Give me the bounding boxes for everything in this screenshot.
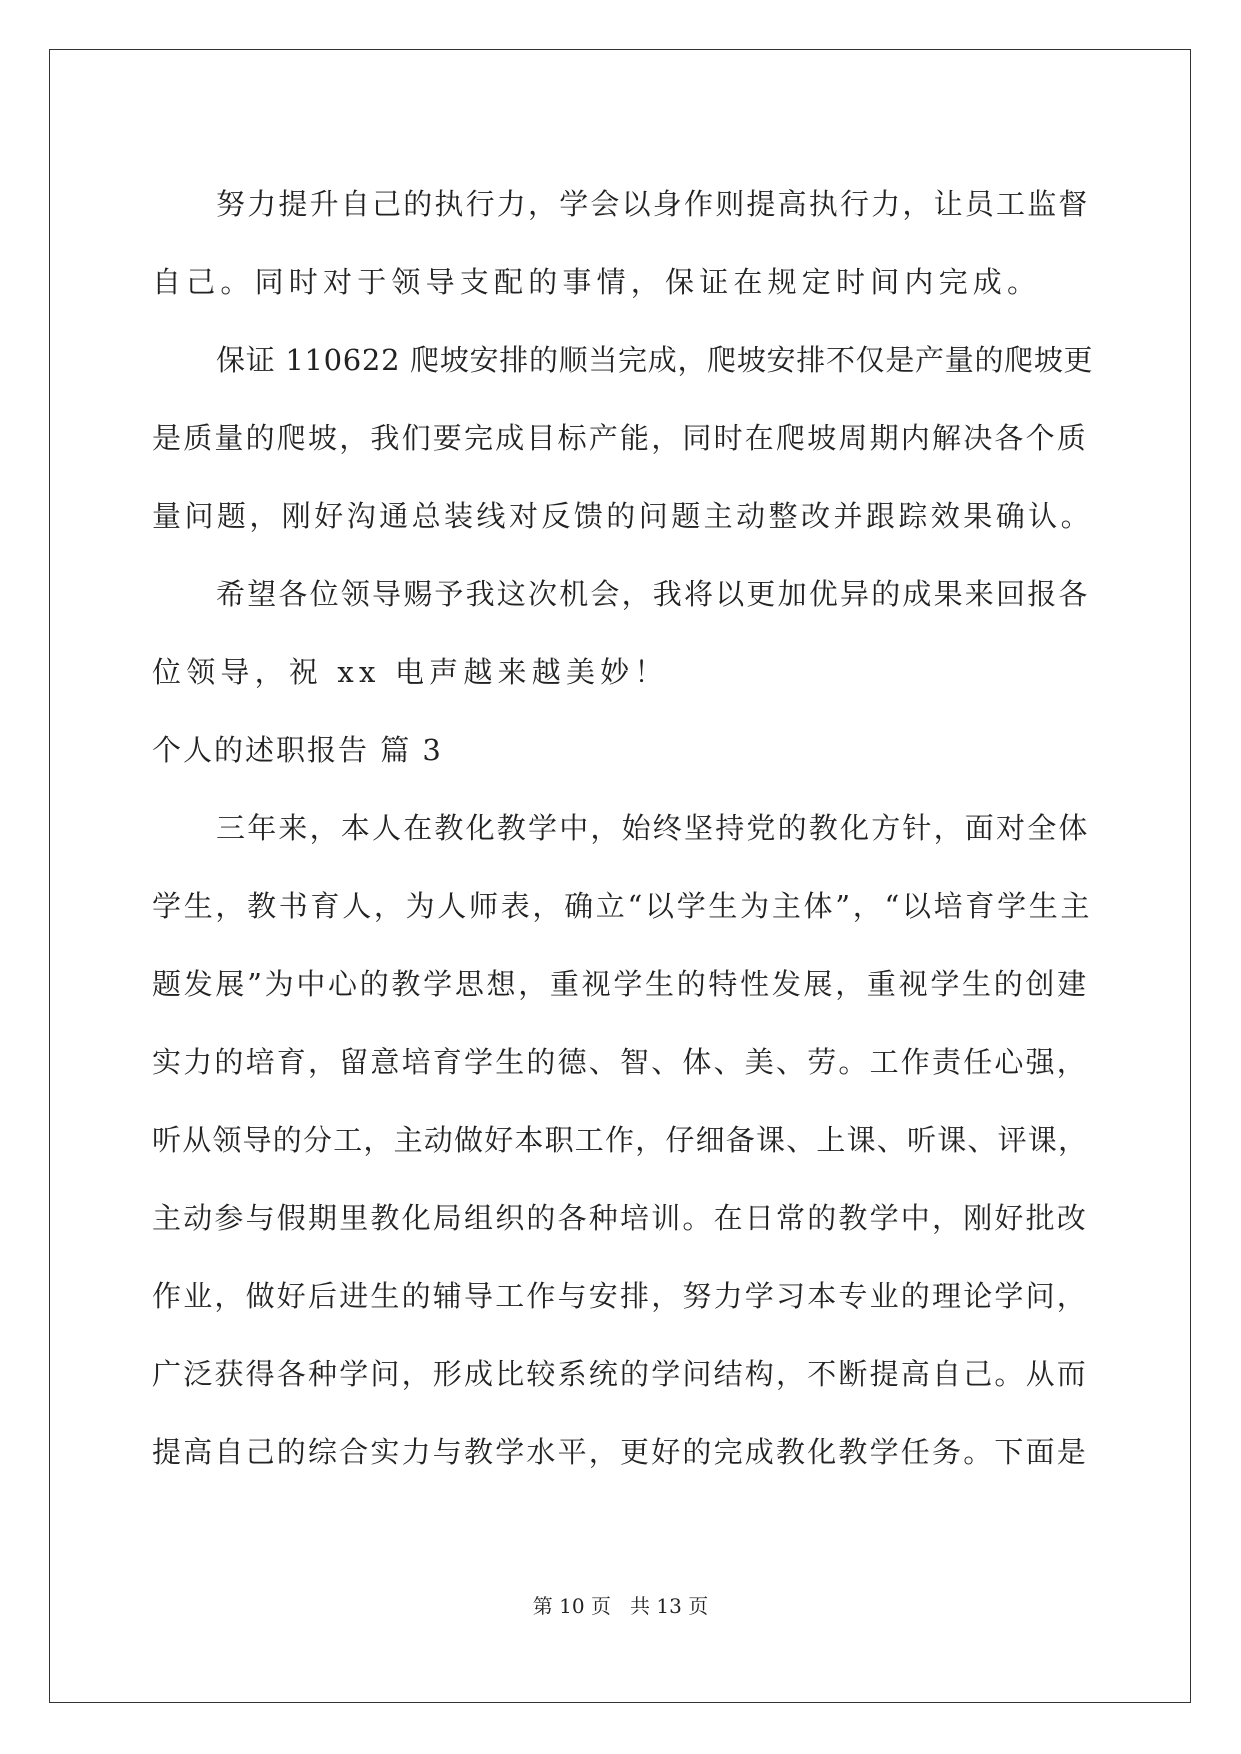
text-line: 自己。同时对于领导支配的事情，保证在规定时间内完成。 (152, 265, 1042, 299)
document-body (152, 165, 1092, 1491)
text-line: 题发展”为中心的教学思想，重视学生的特性发展，重视学生的创建 (152, 967, 1089, 1001)
text-line: 三年来，本人在教化教学中，始终坚持党的教化方针，面对全体 (216, 811, 1090, 845)
text-line: 是质量的爬坡，我们要完成目标产能，同时在爬坡周期内解决各个质 (152, 421, 1089, 455)
text-line: 提高自己的综合实力与教学水平，更好的完成教化教学任务。下面是 (152, 1435, 1089, 1469)
text-line: 学生，教书育人，为人师表，确立“以学生为主体”，“以培育学生主 (152, 889, 1093, 923)
text-line: 努力提升自己的执行力，学会以身作则提高执行力，让员工监督 (216, 187, 1090, 221)
text-line: 位领导，祝 xx 电声越来越美妙！ (152, 655, 669, 689)
page-number: 第 10 页 (532, 1594, 611, 1618)
text-line: 听从领导的分工，主动做好本职工作，仔细备课、上课、听课、评课， (152, 1123, 1089, 1157)
section-heading: 个人的述职报告 篇 3 (152, 733, 443, 767)
text-line: 保证 110622 爬坡安排的顺当完成，爬坡安排不仅是产量的爬坡更 (216, 343, 1094, 377)
text-line: 希望各位领导赐予我这次机会，我将以更加优异的成果来回报各 (216, 577, 1090, 611)
text-line: 主动参与假期里教化局组织的各种培训。在日常的教学中，刚好批改 (152, 1201, 1089, 1235)
page-total: 共 13 页 (630, 1594, 709, 1618)
page-footer (0, 1594, 1241, 1618)
text-line: 广泛获得各种学问，形成比较系统的学问结构，不断提高自己。从而 (152, 1357, 1089, 1391)
text-line: 实力的培育，留意培育学生的德、智、体、美、劳。工作责任心强， (152, 1045, 1089, 1079)
text-line: 量问题，刚好沟通总装线对反馈的问题主动整改并跟踪效果确认。 (152, 499, 1094, 533)
text-line: 作业，做好后进生的辅导工作与安排，努力学习本专业的理论学问， (152, 1279, 1089, 1313)
